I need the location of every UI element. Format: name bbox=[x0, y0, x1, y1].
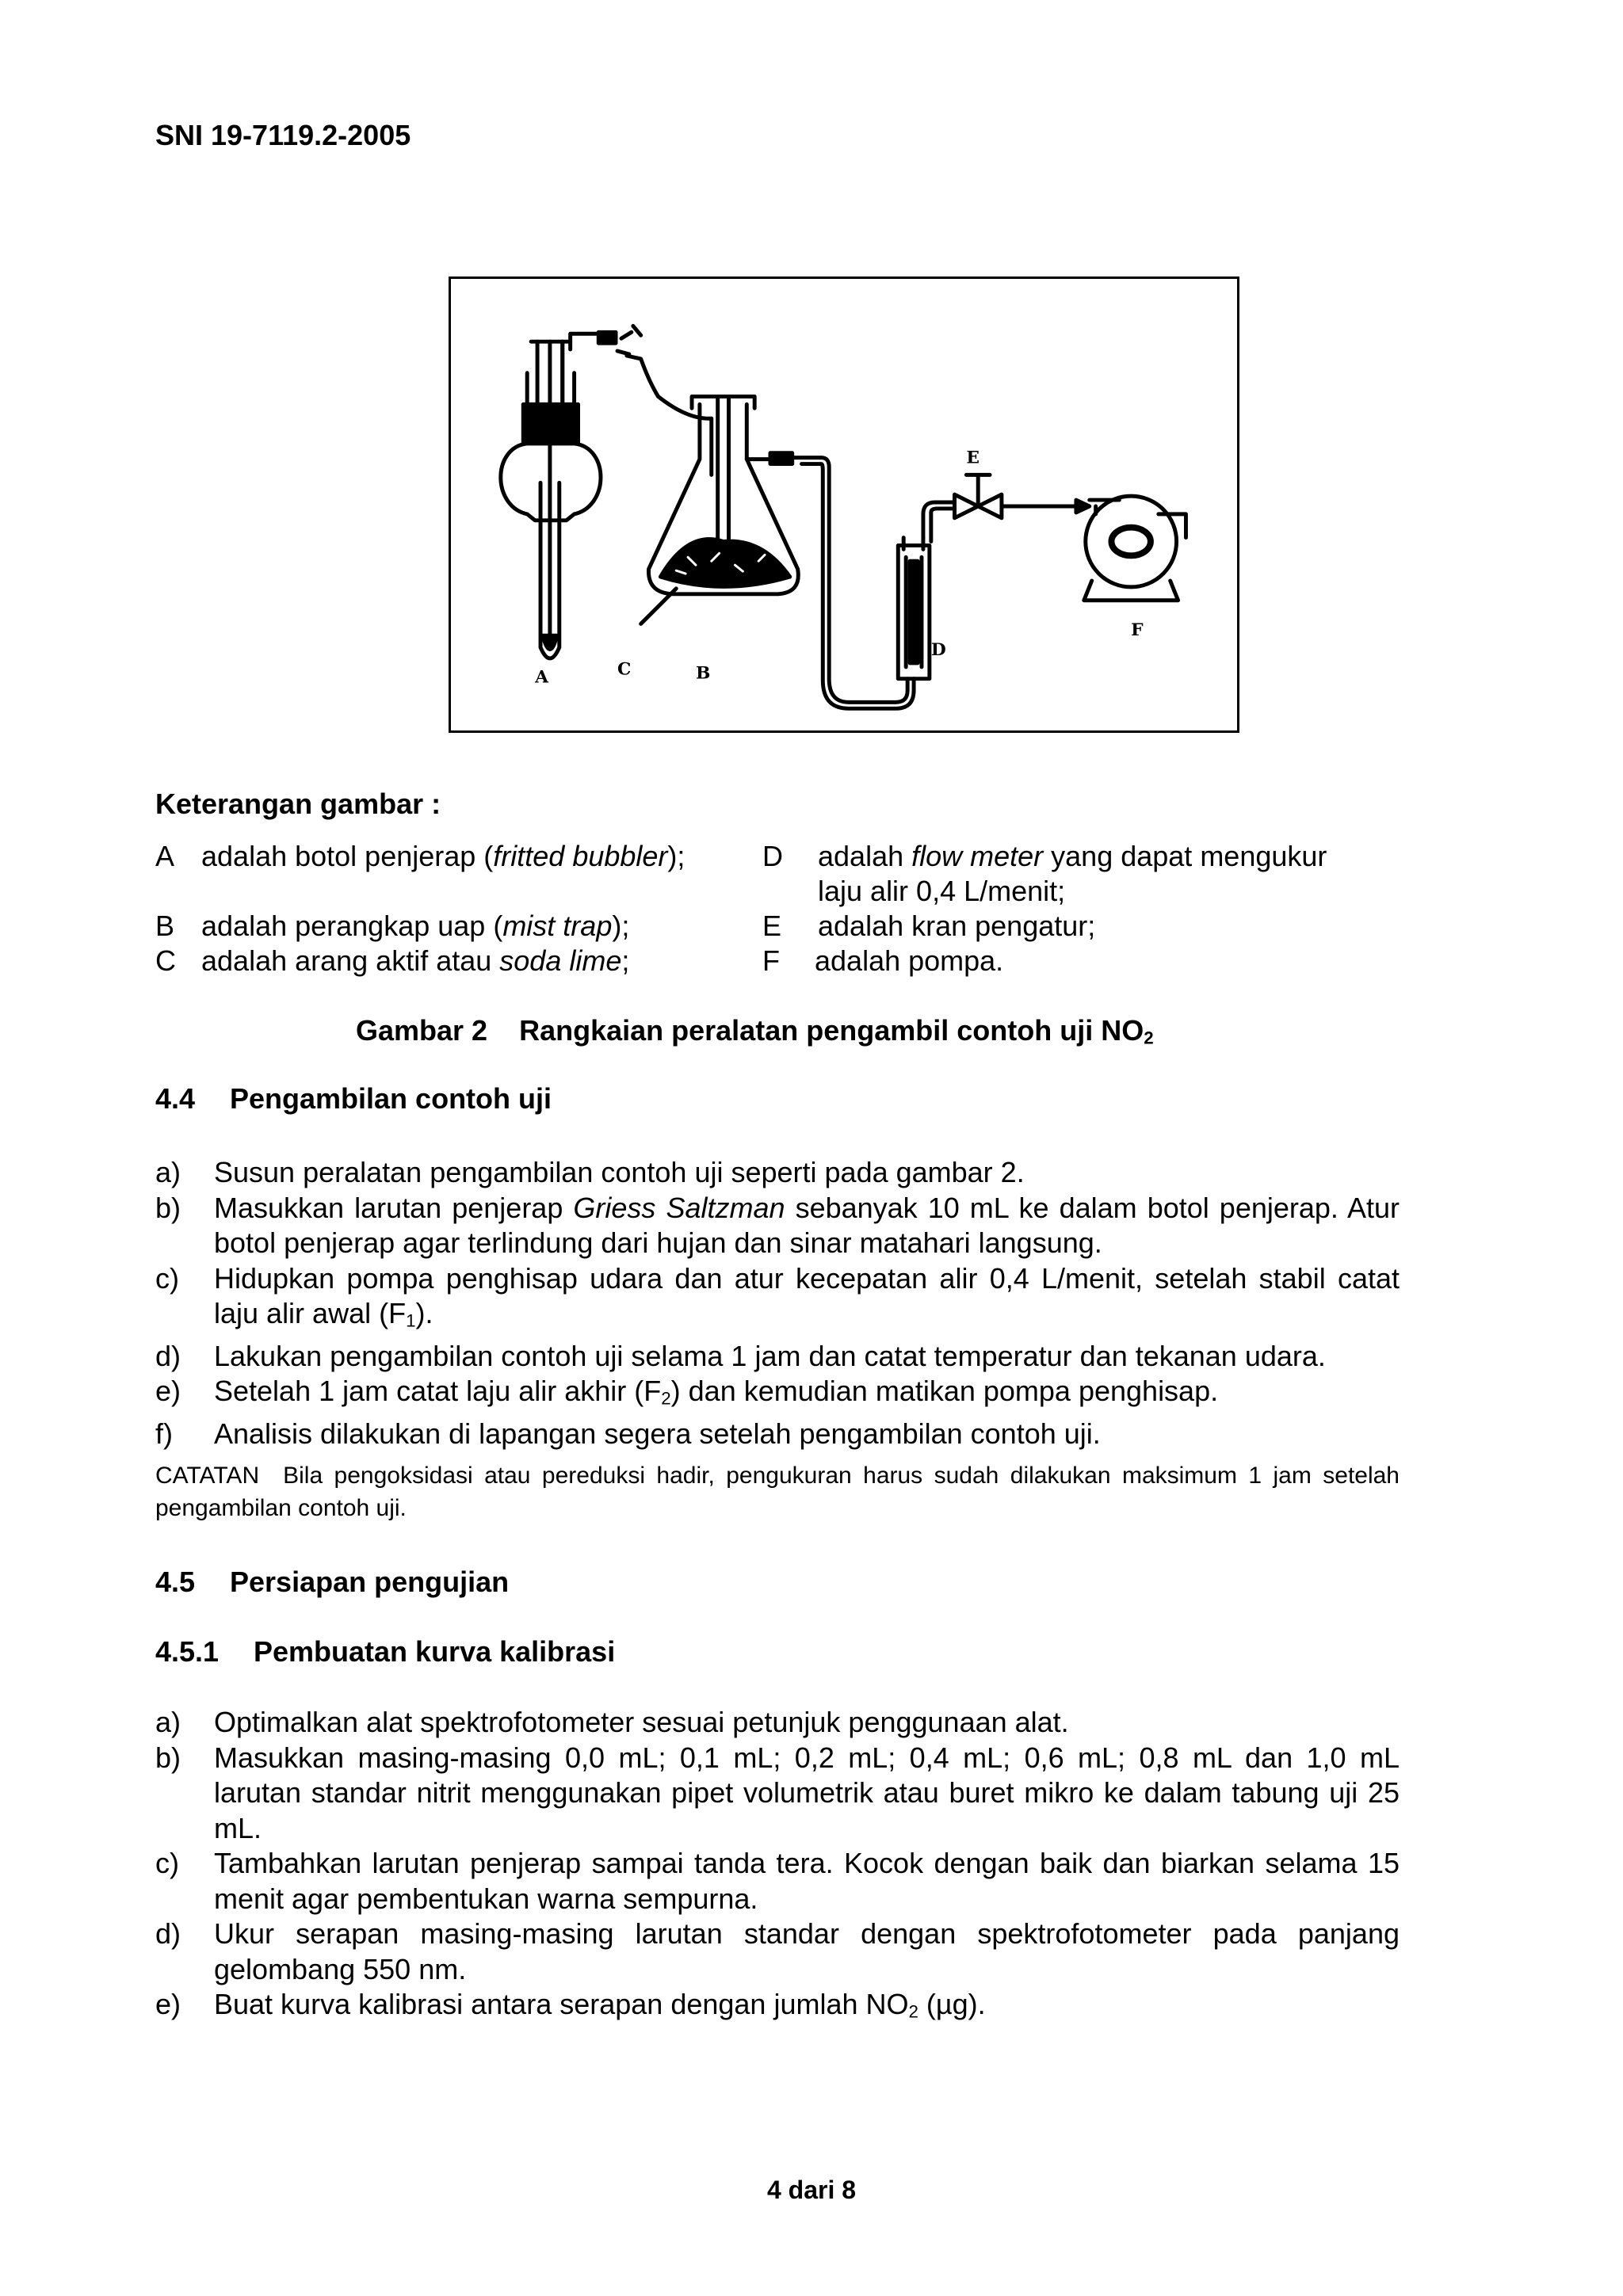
legend-text: yang dapat mengukur bbox=[1043, 840, 1327, 872]
section-heading-4-4 bbox=[155, 1082, 552, 1116]
note-text: Bila pengoksidasi atau pereduksi hadir, pengukuran harus sudah dilakukan maksimum 1 jam setelah pengambilan contoh uji. bbox=[155, 1463, 1400, 1521]
figure-caption bbox=[356, 1014, 1154, 1048]
list-item bbox=[155, 1339, 1400, 1375]
section-number: 4.5 bbox=[155, 1566, 196, 1598]
list-item bbox=[155, 1846, 1400, 1917]
label-F: F bbox=[1131, 620, 1144, 641]
list-text: Buat kurva kalibrasi antara serapan dengan jumlah $NO_2$ (µg). bbox=[214, 1988, 986, 2022]
label-A: A bbox=[535, 667, 548, 688]
list-item bbox=[155, 1155, 1400, 1191]
tube-B-D bbox=[790, 458, 907, 703]
caption-subscript: 2 bbox=[1144, 1028, 1154, 1048]
section-title: Persiapan pengujian bbox=[230, 1566, 510, 1598]
legend-item-A bbox=[155, 839, 685, 874]
list-marker: a) bbox=[155, 1156, 181, 1188]
legend-text: ); bbox=[612, 910, 630, 942]
legend-text: adalah kran pengatur; bbox=[818, 910, 1096, 942]
reagent-term: Griess Saltzman bbox=[573, 1191, 785, 1224]
section-title: Pengambilan contoh uji bbox=[230, 1082, 552, 1115]
section-number: 4.5.1 bbox=[155, 1635, 220, 1668]
caption-text: Rangkaian peralatan pengambil contoh uji NO bbox=[519, 1014, 1144, 1047]
legend-item-D bbox=[762, 839, 1327, 909]
note-label: CATATAN bbox=[155, 1463, 260, 1489]
list-text: Ukur serapan masing-masing larutan standar dengan spektrofotometer pada panjang gelombang 550 nm. bbox=[214, 1917, 1400, 1985]
legend-text: ; bbox=[621, 944, 630, 977]
list-marker: b) bbox=[155, 1191, 181, 1224]
legend-text: ); bbox=[667, 840, 685, 872]
list-item bbox=[155, 1705, 1400, 1741]
bubbler-bottle-A bbox=[501, 332, 616, 658]
legend-item-B bbox=[155, 909, 629, 944]
flow-meter-D bbox=[898, 502, 954, 679]
legend-term: fritted bubbler bbox=[493, 840, 668, 872]
legend-key: D bbox=[762, 840, 783, 872]
caption-number: Gambar 2 bbox=[356, 1014, 488, 1047]
sampling-steps-list bbox=[155, 1155, 1400, 1452]
list-text: Setelah 1 jam catat laju alir akhir $(F_2)$ dan kemudian matikan pompa penghisap. bbox=[214, 1375, 1219, 1409]
legend-text: laju alir 0,4 L/menit; bbox=[818, 875, 1066, 907]
note-paragraph bbox=[155, 1459, 1400, 1524]
list-text: Susun peralatan pengambilan contoh uji seperti pada gambar 2. bbox=[214, 1156, 1025, 1188]
section-heading-4-5 bbox=[155, 1566, 509, 1599]
label-D: D bbox=[930, 640, 946, 660]
list-marker: f) bbox=[155, 1417, 173, 1451]
list-marker: d) bbox=[155, 1339, 181, 1372]
label-B: B bbox=[695, 663, 711, 684]
list-item bbox=[155, 1374, 1400, 1417]
list-marker: c) bbox=[155, 1261, 179, 1295]
legend-key: F bbox=[762, 944, 780, 977]
list-text: Tambahkan larutan penjerap sampai tanda tera. Kocok dengan baik dan biarkan selama 15 menit agar pembentukan warna sempurna. bbox=[214, 1847, 1400, 1915]
list-item bbox=[155, 1417, 1400, 1452]
list-text: Hidupkan pompa penghisap udara dan atur kecepatan alir 0,4 L/menit, setelah stabil catat laju alir awal $(F_1)$. bbox=[214, 1261, 1400, 1331]
legend-key: B bbox=[155, 910, 175, 942]
list-marker: e) bbox=[155, 1375, 181, 1408]
page-number: 4 dari 8 bbox=[766, 2176, 857, 2204]
list-text: Masukkan larutan penjerap Griess Saltzman sebanyak 10 mL ke dalam botol penjerap. Atur botol penjerap agar terlindung dari hujan dan sinar matahari langsung. bbox=[214, 1191, 1400, 1259]
list-marker: c) bbox=[155, 1847, 179, 1879]
list-text: Analisis dilakukan di lapangan segera setelah pengambilan contoh uji. bbox=[214, 1417, 1101, 1451]
legend-item-C bbox=[155, 944, 629, 978]
section-title: Pembuatan kurva kalibrasi bbox=[254, 1635, 616, 1668]
list-text: Masukkan masing-masing 0,0 mL; 0,1 mL; 0,2 mL; 0,4 mL; 0,6 mL; 0,8 mL dan 1,0 mL larutan standar nitrit menggunakan pipet volumetrik atau buret mikro ke dalam tabung uji 25 mL. bbox=[214, 1741, 1400, 1844]
legend-title: Keterangan gambar : bbox=[155, 788, 441, 820]
list-item bbox=[155, 1191, 1400, 1261]
legend-key: E bbox=[762, 910, 782, 942]
document-id: SNI 19-7119.2-2005 bbox=[155, 119, 411, 151]
legend-key: C bbox=[155, 944, 176, 977]
legend-item-F bbox=[762, 944, 1003, 978]
section-number: 4.4 bbox=[155, 1082, 196, 1115]
legend-term: mist trap bbox=[502, 910, 613, 942]
legend-text: adalah pompa. bbox=[815, 944, 1004, 977]
legend-key: A bbox=[155, 840, 175, 872]
list-text: Optimalkan alat spektrofotometer sesuai petunjuk penggunaan alat. bbox=[214, 1706, 1069, 1738]
list-text: Lakukan pengambilan contoh uji selama 1 jam dan catat temperatur dan tekanan udara. bbox=[214, 1339, 1326, 1372]
mist-trap-flask-B bbox=[641, 396, 799, 624]
list-item bbox=[155, 1741, 1400, 1847]
control-valve-E bbox=[955, 475, 1090, 517]
list-marker: d) bbox=[155, 1917, 181, 1950]
pump-F bbox=[1084, 496, 1186, 601]
section-heading-4-5-1 bbox=[155, 1635, 615, 1669]
apparatus-figure bbox=[449, 277, 1239, 733]
legend-text: adalah arang aktif atau bbox=[201, 944, 500, 977]
label-E: E bbox=[966, 448, 980, 468]
list-item bbox=[155, 1987, 1400, 2030]
legend-term: flow meter bbox=[911, 840, 1044, 872]
list-marker: a) bbox=[155, 1706, 181, 1738]
label-C: C bbox=[617, 659, 632, 680]
list-marker: b) bbox=[155, 1741, 181, 1774]
legend-text: adalah bbox=[818, 840, 912, 872]
legend-text: adalah botol penjerap ( bbox=[201, 840, 494, 872]
list-item bbox=[155, 1917, 1400, 1987]
legend-text: adalah perangkap uap ( bbox=[201, 910, 503, 942]
legend-term: soda lime bbox=[499, 944, 622, 977]
list-item bbox=[155, 1261, 1400, 1339]
legend-item-E bbox=[762, 909, 1095, 944]
list-marker: e) bbox=[155, 1988, 181, 2020]
calibration-steps-list bbox=[155, 1705, 1400, 2030]
apparatus-drawing bbox=[451, 279, 1237, 730]
